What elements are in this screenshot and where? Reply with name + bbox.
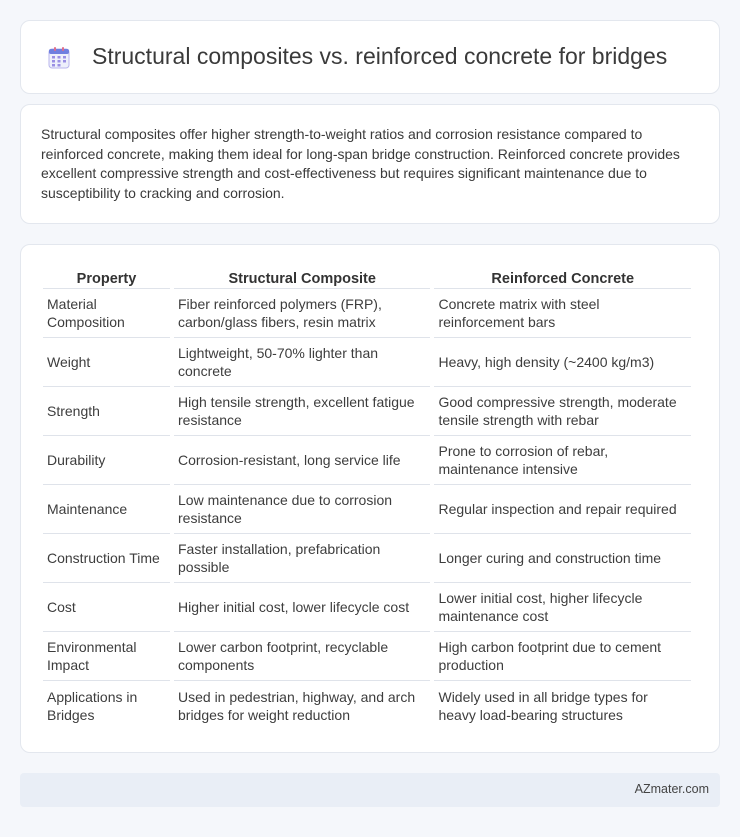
calendar-grid-icon	[47, 46, 71, 70]
header-card	[20, 20, 720, 94]
footer-site-link[interactable]: AZmater.com	[634, 782, 709, 796]
property-cell: Construction Time	[43, 534, 170, 583]
column-header-property: Property	[43, 265, 170, 289]
composite-cell: Faster installation, prefabrication possible	[174, 534, 430, 583]
table-row	[43, 534, 691, 583]
concrete-cell: Longer curing and construction time	[434, 534, 691, 583]
table-row	[43, 387, 691, 436]
table-row	[43, 485, 691, 534]
composite-cell: Corrosion-resistant, long service life	[174, 436, 430, 485]
concrete-cell: Lower initial cost, higher lifecycle maintenance cost	[434, 583, 691, 632]
summary-text: Structural composites offer higher strength-to-weight ratios and corrosion resistance compared to reinforced concrete, making them ideal for long-span bridge construction. Reinforced concrete provides excellent compressive strength and cost-effectiveness but requires significant maintenance due to susceptibility to cracking and corrosion.	[41, 126, 680, 201]
composite-cell: Low maintenance due to corrosion resistance	[174, 485, 430, 534]
property-cell: Durability	[43, 436, 170, 485]
comparison-table-card	[20, 244, 720, 753]
property-cell: Cost	[43, 583, 170, 632]
table-row	[43, 289, 691, 338]
concrete-cell: Heavy, high density (~2400 kg/m3)	[434, 338, 691, 387]
table-header-row	[43, 265, 691, 289]
table-row	[43, 583, 691, 632]
table-row	[43, 436, 691, 485]
property-cell: Weight	[43, 338, 170, 387]
column-header-structural-composite: Structural Composite	[174, 265, 430, 289]
concrete-cell: Prone to corrosion of rebar, maintenance intensive	[434, 436, 691, 485]
column-header-reinforced-concrete: Reinforced Concrete	[434, 265, 691, 289]
table-row	[43, 338, 691, 387]
concrete-cell: Good compressive strength, moderate tensile strength with rebar	[434, 387, 691, 436]
composite-cell: Lightweight, 50-70% lighter than concrete	[174, 338, 430, 387]
composite-cell: Lower carbon footprint, recyclable components	[174, 632, 430, 681]
footer-bar	[20, 773, 720, 807]
table-row	[43, 632, 691, 681]
concrete-cell: Regular inspection and repair required	[434, 485, 691, 534]
page-title: Structural composites vs. reinforced concrete for bridges	[92, 43, 668, 69]
property-cell: Applications in Bridges	[47, 688, 138, 723]
property-cell: Environmental Impact	[43, 632, 170, 681]
composite-cell: Used in pedestrian, highway, and arch bridges for weight reduction	[178, 688, 416, 723]
composite-cell: High tensile strength, excellent fatigue resistance	[174, 387, 430, 436]
concrete-cell: High carbon footprint due to cement production	[434, 632, 691, 681]
composite-cell: Higher initial cost, lower lifecycle cost	[174, 583, 430, 632]
property-cell: Maintenance	[43, 485, 170, 534]
summary-card	[20, 104, 720, 224]
property-cell: Material Composition	[43, 289, 170, 338]
comparison-table	[39, 265, 695, 730]
concrete-cell: Concrete matrix with steel reinforcement bars	[434, 289, 691, 338]
table-row	[43, 681, 691, 730]
composite-cell: Fiber reinforced polymers (FRP), carbon/glass fibers, resin matrix	[174, 289, 430, 338]
property-cell: Strength	[43, 387, 170, 436]
concrete-cell: Widely used in all bridge types for heavy load-bearing structures	[438, 688, 648, 723]
